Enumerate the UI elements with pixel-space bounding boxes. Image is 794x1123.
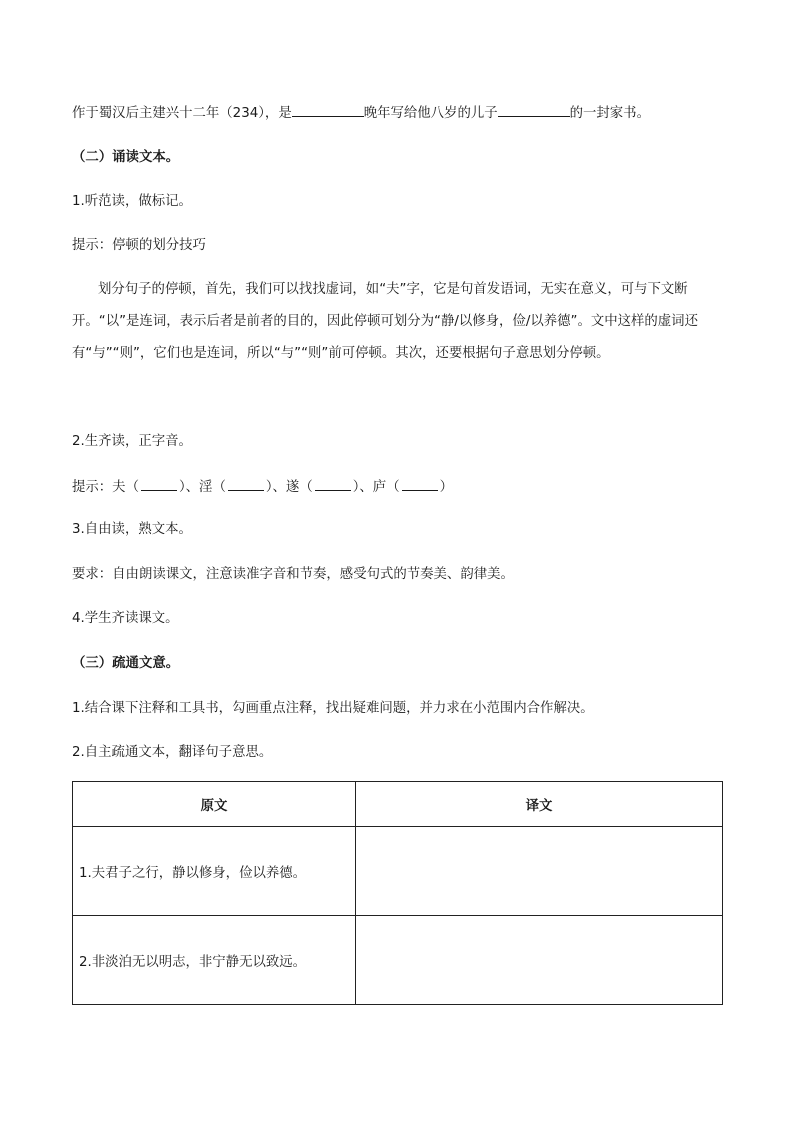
section3-step2: 2.自主疏通文本，翻译句子意思。 bbox=[72, 745, 273, 760]
pron-blank-2[interactable] bbox=[228, 476, 264, 491]
section2-heading: （二）诵读文本。 bbox=[72, 150, 180, 165]
table-header-row bbox=[73, 782, 723, 827]
section2-step2: 2.生齐读，正字音。 bbox=[72, 434, 192, 449]
intro-middle: 晚年写给他八岁的儿子 bbox=[363, 106, 498, 121]
pron-blank-3[interactable] bbox=[315, 476, 351, 491]
intro-suffix: 的一封家书。 bbox=[569, 106, 650, 121]
section2-step1: 1.听范读，做标记。 bbox=[72, 194, 192, 209]
intro-prefix: 作于蜀汉后主建兴十二年（234），是 bbox=[72, 106, 292, 121]
pron-label: 提示： bbox=[72, 480, 113, 495]
header-original: 原文 bbox=[73, 782, 356, 827]
pron-blank-4[interactable] bbox=[402, 476, 438, 491]
pause-tip-paragraph: 划分句子的停顿，首先，我们可以找找虚词，如“夫”字，它是句首发语词，无实在意义，可与下文断开。“以”是连词，表示后者是前者的目的，因此停顿可划分为“静/以修身，俭/以养德”。文中这样的虚词还有“与”“则”，它们也是连词，所以“与”“则”前可停顿。其次，还要根据句子意思划分停顿。 bbox=[72, 282, 698, 361]
section2-step3: 3.自由读，熟文本。 bbox=[72, 522, 192, 537]
pause-tip-label: 提示：停顿的划分技巧 bbox=[72, 238, 206, 253]
reading-requirement: 要求：自由朗读课文，注意读准字音和节奏，感受句式的节奏美、韵律美。 bbox=[72, 567, 514, 582]
pron-char-3: 遂 bbox=[285, 480, 300, 495]
header-translation: 译文 bbox=[356, 782, 723, 827]
son-blank[interactable] bbox=[498, 102, 570, 117]
author-blank[interactable] bbox=[292, 102, 364, 117]
section2-step4: 4.学生齐读课文。 bbox=[72, 611, 179, 626]
intro-line bbox=[72, 102, 650, 124]
pron-char-2: 淫 bbox=[199, 480, 213, 495]
pronunciation-line: 提示：夫（ ）、淫（ ）、遂（ ）、庐（ ） bbox=[72, 476, 453, 498]
table-row bbox=[73, 916, 723, 1005]
translation-cell[interactable] bbox=[356, 916, 723, 1005]
section3-step1: 1.结合课下注释和工具书，勾画重点注释，找出疑难问题，并力求在小范围内合作解决。 bbox=[72, 701, 594, 716]
original-cell: 2.非淡泊无以明志，非宁静无以致远。 bbox=[73, 916, 356, 1005]
section3-heading: （三）疏通文意。 bbox=[72, 656, 180, 671]
table-row bbox=[73, 827, 723, 916]
pron-blank-1[interactable] bbox=[141, 476, 177, 491]
pron-char-4: 庐 bbox=[372, 480, 387, 495]
translation-cell[interactable] bbox=[356, 827, 723, 916]
original-cell: 1.夫君子之行，静以修身，俭以养德。 bbox=[73, 827, 356, 916]
translation-table bbox=[72, 781, 723, 1005]
pron-char-1: 夫 bbox=[112, 480, 126, 495]
